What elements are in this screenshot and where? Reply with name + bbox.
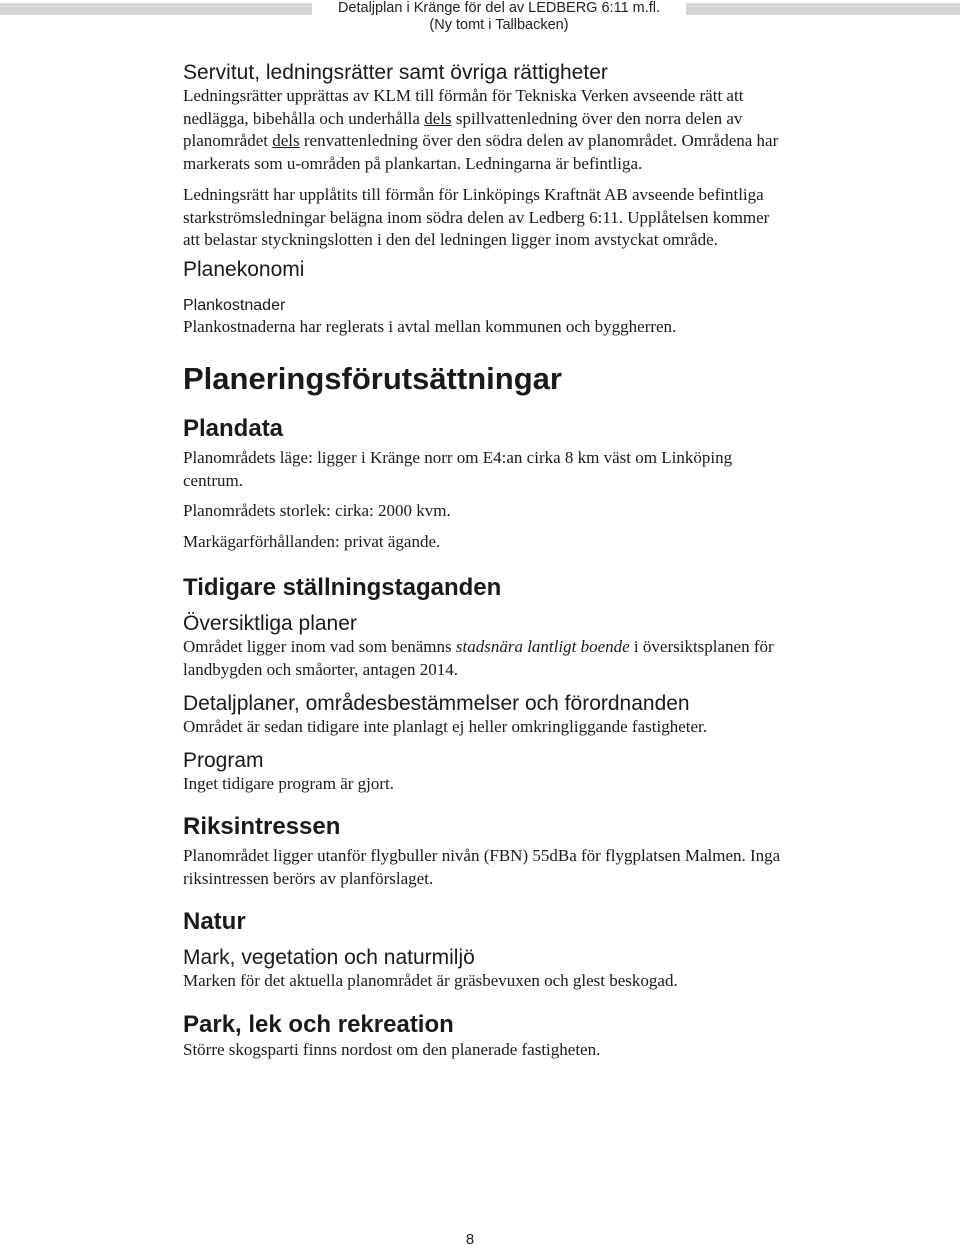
heading-tidigare: Tidigare ställningstaganden xyxy=(183,574,502,601)
text-run: Området ligger inom vad som benämns xyxy=(183,637,456,656)
heading-park-lek: Park, lek och rekreation xyxy=(183,1010,454,1038)
paragraph-mark-vegetation: Marken för det aktuella planområdet är gräsbevuxen och glest beskogad. xyxy=(183,971,678,990)
paragraph-lage: Planområdets läge: ligger i Kränge norr om E4:an cirka 8 km väst om Linköping centrum. xyxy=(183,448,733,490)
document-body xyxy=(183,61,783,1061)
subheading-oversiktliga-planer: Översiktliga planer xyxy=(183,612,357,635)
underlined-dels-2: dels xyxy=(272,131,300,150)
header-subtitle: (Ny tomt i Tallbacken) xyxy=(429,17,569,33)
paragraph-park-lek: Större skogsparti finns nordost om den planerade fastigheten. xyxy=(183,1039,601,1059)
paragraph-program: Inget tidigare program är gjort. xyxy=(183,773,395,793)
heading-planekonomi: Planekonomi xyxy=(183,257,305,281)
heading-plandata: Plandata xyxy=(183,415,284,442)
page-number: 8 xyxy=(465,1231,475,1248)
running-header xyxy=(312,0,686,34)
subheading-detaljplaner: Detaljplaner, områdesbestämmelser och förordnanden xyxy=(183,692,690,715)
text-run: spillvattenledning över den norra delen av planområdet xyxy=(183,108,743,150)
paragraph-ledningsratter xyxy=(183,85,783,175)
text-run: renvattenledning över den södra delen av planområdet. Områdena har markerats som u-områden på plankartan. Ledningarna är befintliga. xyxy=(183,131,779,173)
subheading-mark-vegetation: Mark, vegetation och naturmiljö xyxy=(183,946,475,969)
paragraph-storlek: Planområdets storlek: cirka: 2000 kvm. xyxy=(183,501,451,520)
header-title: Detaljplan i Kränge för del av LEDBERG 6:11 m.fl. xyxy=(337,0,661,16)
paragraph-plankostnader: Plankostnaderna har reglerats i avtal mellan kommunen och byggherren. xyxy=(183,316,677,336)
underlined-dels-1: dels xyxy=(424,108,452,128)
heading-natur: Natur xyxy=(183,908,246,935)
heading-riksintressen: Riksintressen xyxy=(183,813,341,840)
paragraph-markagare: Markägarförhållanden: privat ägande. xyxy=(183,531,441,551)
subheading-program: Program xyxy=(183,748,264,772)
text-run: Ledningsrätter upprättas av KLM till förmån för Tekniska Verken avseende rätt att nedlägga, bibehålla och underhålla xyxy=(183,86,744,128)
paragraph-kraftnat: Ledningsrätt har upplåtits till förmån för Linköpings Kraftnät AB avseende befintliga starkströmsledningar belägna inom södra delen av Ledberg 6:11. Upplåtelsen kommer att belastar styckningslotten i den del ledningen ligger inom avstyckat område. xyxy=(183,185,770,249)
header-rule-right xyxy=(686,3,960,15)
text-run: i översiktsplanen för landbygden och småorter, antagen 2014. xyxy=(183,637,774,679)
heading-servitut: Servitut, ledningsrätter samt övriga rättigheter xyxy=(183,61,608,84)
heading-planeringsforutsattningar: Planeringsförutsättningar xyxy=(183,361,562,396)
paragraph-detaljplaner: Området är sedan tidigare inte planlagt ej heller omkringliggande fastigheter. xyxy=(183,717,707,736)
header-rule-left xyxy=(0,3,312,15)
paragraph-riksintressen: Planområdet ligger utanför flygbuller nivån (FBN) 55dBa för flygplatsen Malmen. Inga riksintressen berörs av planförslaget. xyxy=(183,846,781,888)
subheading-plankostnader: Plankostnader xyxy=(183,296,286,314)
paragraph-oversiktliga-planer xyxy=(183,636,783,681)
italic-term: stadsnära lantligt boende xyxy=(455,637,630,656)
